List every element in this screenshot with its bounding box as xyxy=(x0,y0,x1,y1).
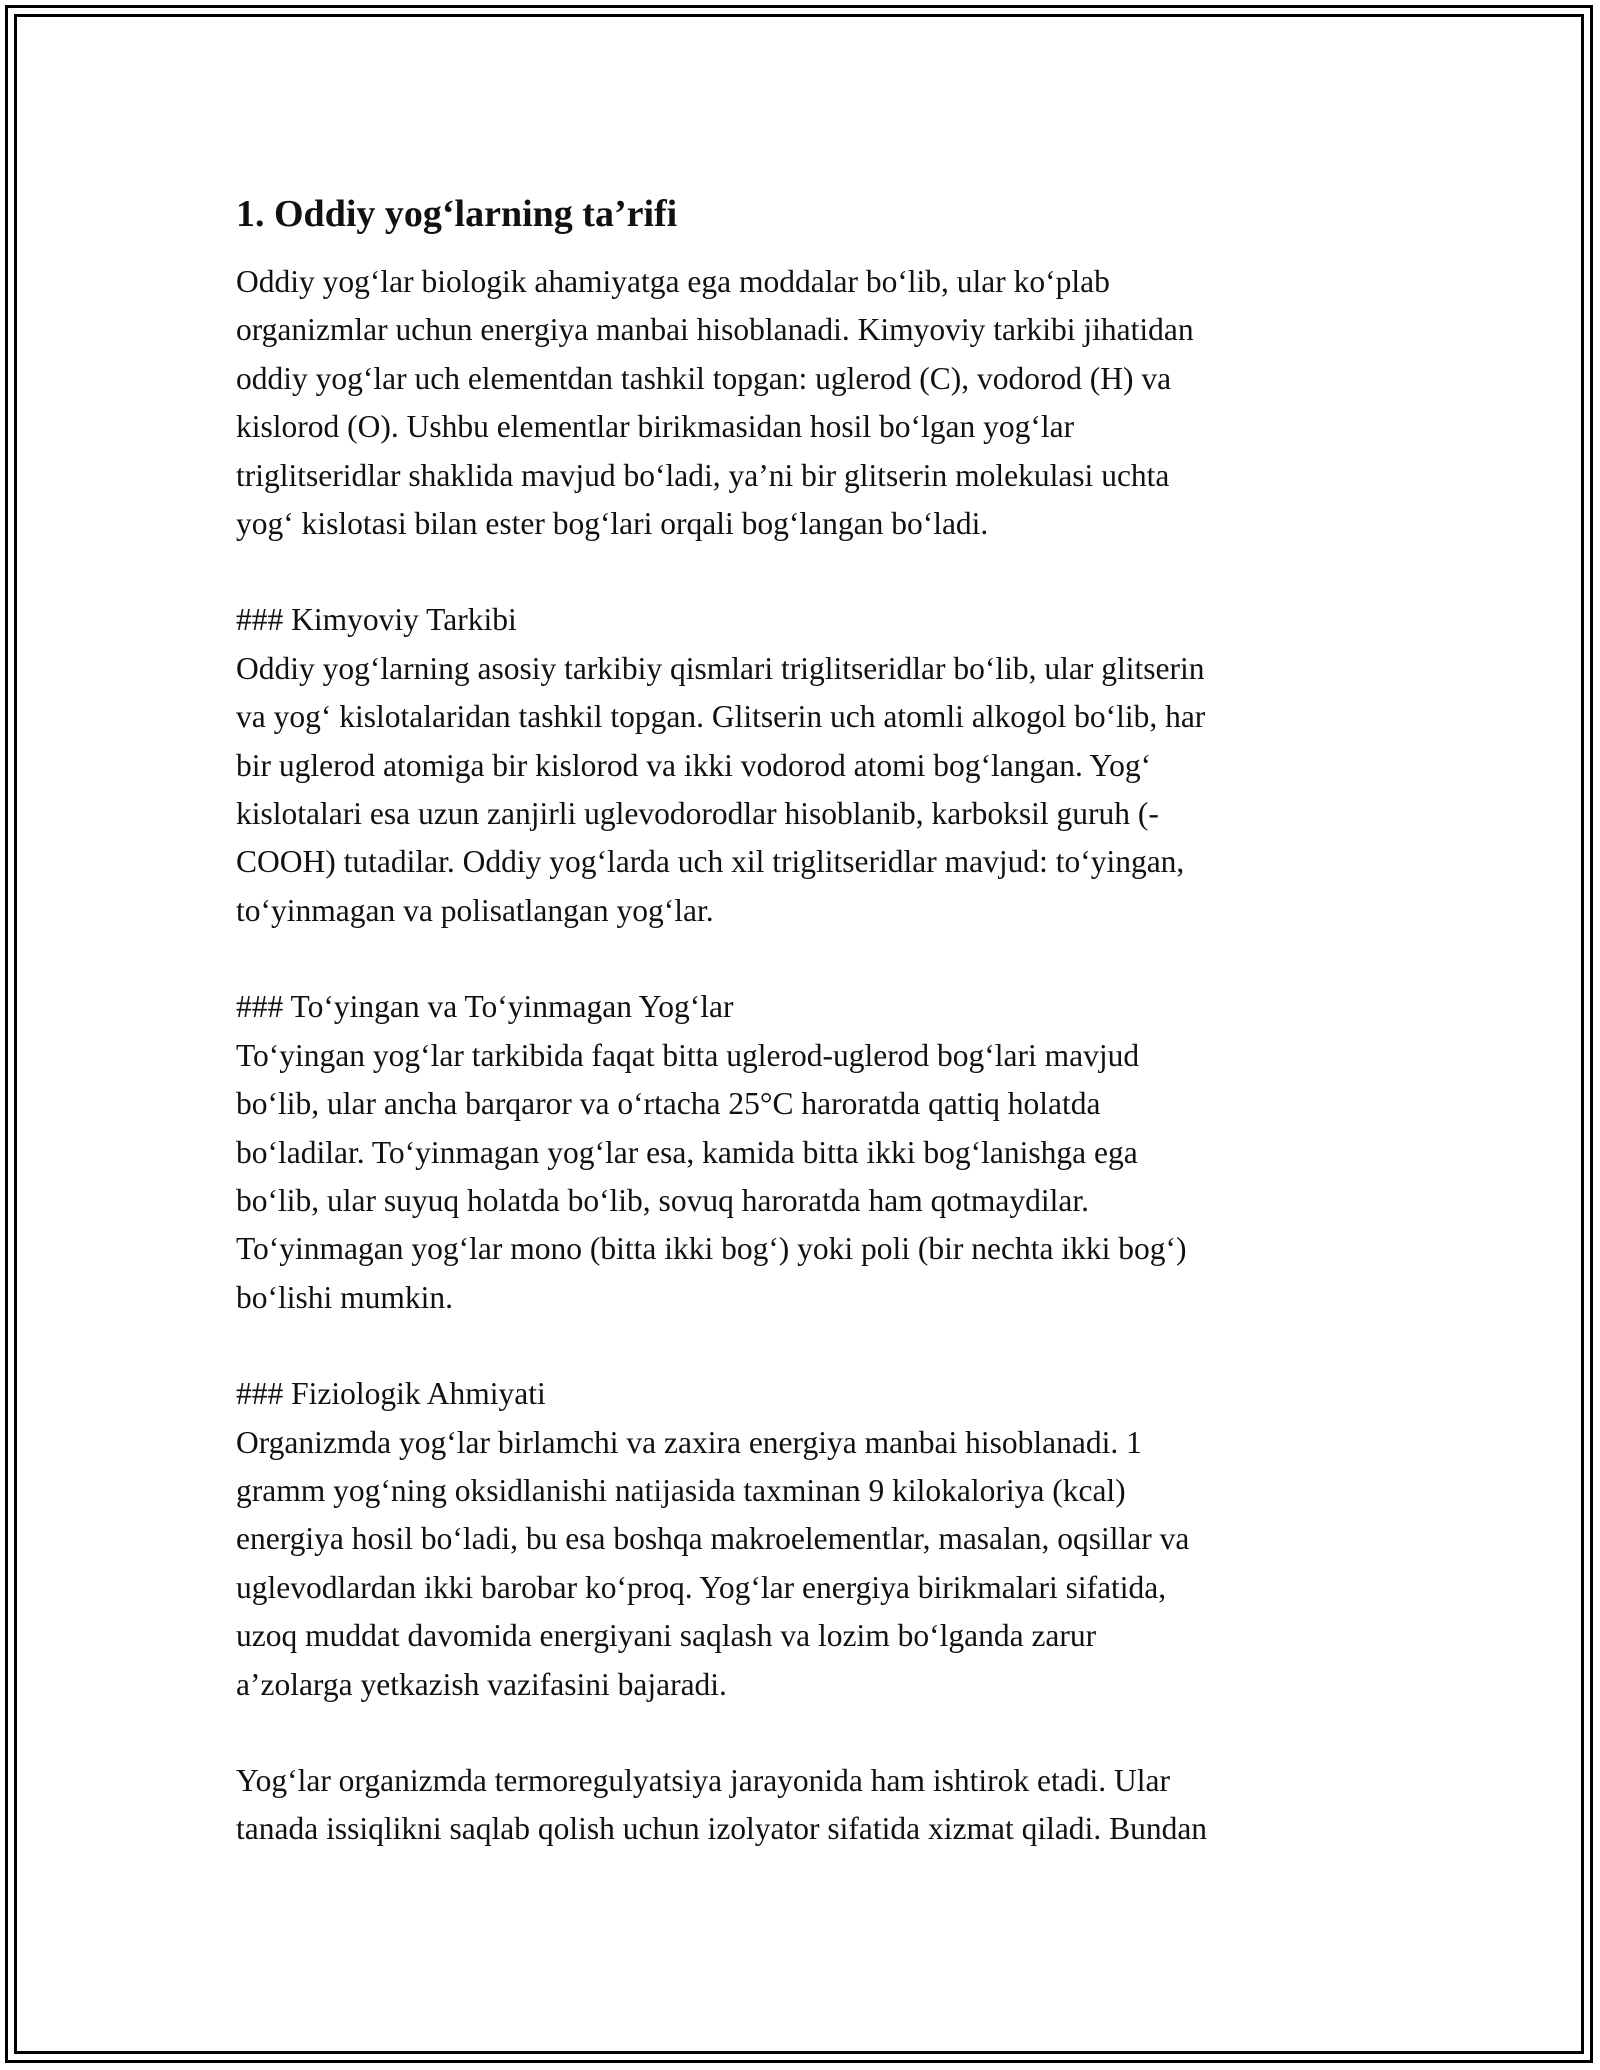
text-line: va yog‘ kislotalaridan tashkil topgan. Glitserin uch atomli alkogol bo‘lib, har xyxy=(236,699,1206,735)
text-line: bo‘lishi mumkin. xyxy=(236,1279,454,1315)
text-line: organizmlar uchun energiya manbai hisoblanadi. Kimyoviy tarkibi jihatidan xyxy=(236,312,1194,348)
text-line: bo‘lib, ular suyuq holatda bo‘lib, sovuq haroratda ham qotmaydilar. xyxy=(236,1182,1089,1218)
paragraph-thermoregulation xyxy=(236,1757,1370,1854)
paragraph-definition xyxy=(236,258,1370,548)
text-line: to‘yinmagan va polisatlangan yog‘lar. xyxy=(236,892,714,928)
text-line: yog‘ kislotasi bilan ester bog‘lari orqali bog‘langan bo‘ladi. xyxy=(236,506,989,542)
section-physiological-importance xyxy=(236,1370,1370,1709)
section-heading: ### Kimyoviy Tarkibi xyxy=(236,602,517,638)
text-line: Oddiy yog‘lar biologik ahamiyatga ega moddalar bo‘lib, ular ko‘plab xyxy=(236,264,1110,299)
text-line: To‘yingan yog‘lar tarkibida faqat bitta uglerod-uglerod bog‘lari mavjud xyxy=(236,1037,1140,1073)
text-line: kislotalari esa uzun zanjirli uglevodorodlar hisoblanib, karboksil guruh (- xyxy=(236,796,1159,832)
text-line: bo‘lib, ular ancha barqaror va o‘rtacha 25°C haroratda qattiq holatda xyxy=(236,1086,1101,1122)
document-title: 1. Oddiy yog‘larning ta’rifi xyxy=(236,193,678,235)
text-line: Oddiy yog‘larning asosiy tarkibiy qismlari triglitseridlar bo‘lib, ular glitserin xyxy=(236,650,1205,686)
text-line: Yog‘lar organizmda termoregulyatsiya jarayonida ham ishtirok etadi. Ular xyxy=(236,1762,1170,1798)
text-line: gramm yog‘ning oksidlanishi natijasida taxminan 9 kilokaloriya (kcal) xyxy=(236,1472,1126,1508)
text-line: a’zolarga yetkazish vazifasini bajaradi. xyxy=(236,1666,727,1702)
text-line: kislorod (O). Ushbu elementlar birikmasidan hosil bo‘lgan yog‘lar xyxy=(236,409,1075,445)
text-line: uzoq muddat davomida energiyani saqlash va lozim bo‘lganda zarur xyxy=(236,1618,1097,1654)
text-line: To‘yinmagan yog‘lar mono (bitta ikki bog‘) yoki poli (bir nechta ikki bog‘) xyxy=(236,1231,1187,1267)
section-heading: ### Fiziologik Ahmiyati xyxy=(236,1376,546,1412)
text-line: triglitseridlar shaklida mavjud bo‘ladi, ya’ni bir glitserin molekulasi uchta xyxy=(236,457,1170,493)
text-line: uglevodlardan ikki barobar ko‘proq. Yog‘lar energiya birikmalari sifatida, xyxy=(236,1569,1167,1605)
text-line: energiya hosil bo‘ladi, bu esa boshqa makroelementlar, masalan, oqsillar va xyxy=(236,1521,1190,1557)
section-heading: ### To‘yingan va To‘yinmagan Yog‘lar xyxy=(236,989,734,1025)
text-line: tanada issiqlikni saqlab qolish uchun izolyator sifatida xizmat qiladi. Bundan xyxy=(236,1811,1208,1847)
section-chemical-composition xyxy=(236,596,1370,935)
text-line: Organizmda yog‘lar birlamchi va zaxira energiya manbai hisoblanadi. 1 xyxy=(236,1424,1142,1460)
section-saturated-unsaturated xyxy=(236,983,1370,1322)
text-line: COOH) tutadilar. Oddiy yog‘larda uch xil triglitseridlar mavjud: to‘yingan, xyxy=(236,844,1185,880)
document-body xyxy=(236,186,1370,1902)
text-line: bir uglerod atomiga bir kislorod va ikki vodorod atomi bog‘langan. Yog‘ xyxy=(236,747,1152,783)
text-line: bo‘ladilar. To‘yinmagan yog‘lar esa, kamida bitta ikki bog‘lanishga ega xyxy=(236,1134,1138,1170)
text-line: oddiy yog‘lar uch elementdan tashkil topgan: uglerod (C), vodorod (H) va xyxy=(236,360,1172,396)
